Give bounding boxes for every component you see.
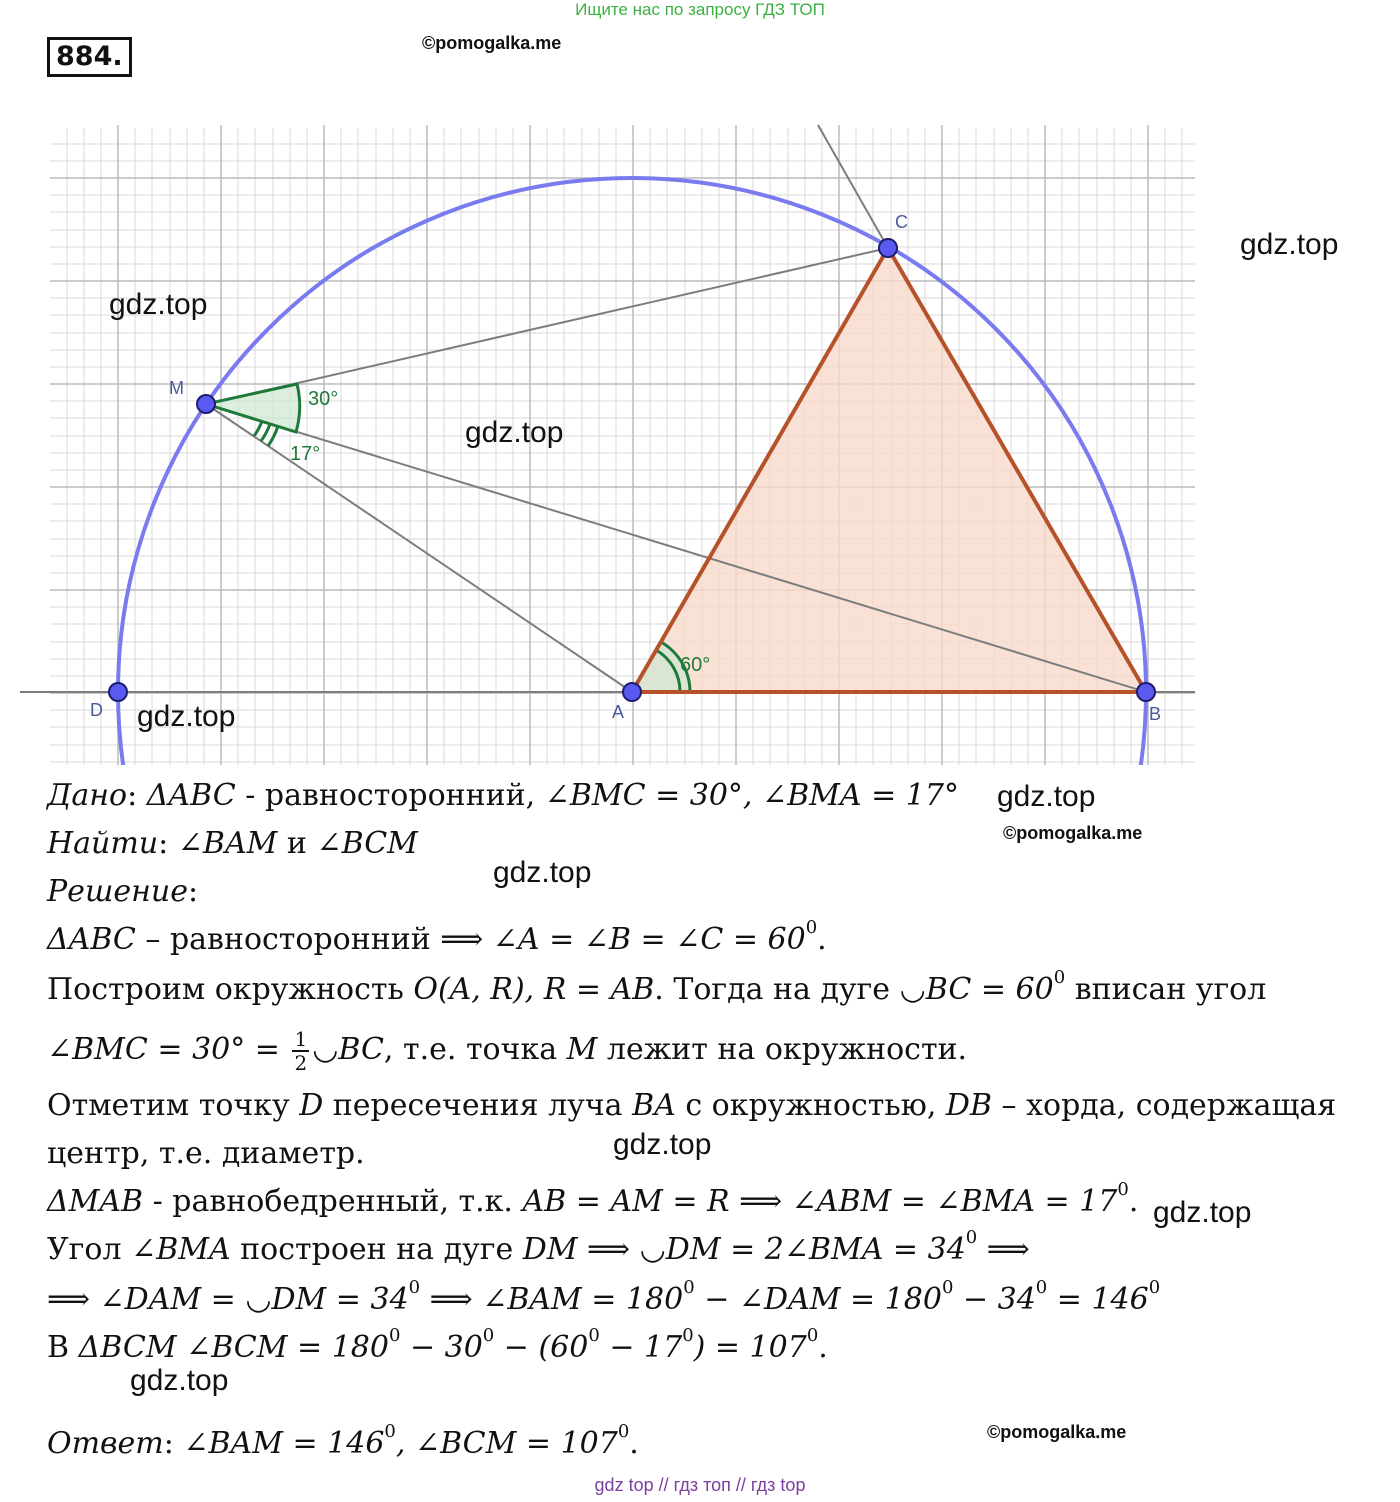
- answer-line: Ответ: ∠BAM = $146^0$, ∠BCM = $107^0$.: [47, 1420, 639, 1461]
- solution-line-2: Построим окружность O(A, R), R = AB. Тогда на дуге ◡BC = $60^0$ вписан угол: [47, 966, 1267, 1007]
- watermark: gdz.top: [137, 700, 236, 733]
- find-line: Найти: ∠BAM и ∠BCM: [47, 826, 418, 861]
- point-d: [109, 683, 127, 701]
- solution-line-4: Отметим точку D пересечения луча BA с окружностью, DB – хорда, содержащая: [47, 1088, 1337, 1123]
- label-angle-a: 60°: [680, 654, 711, 676]
- label-b: B: [1149, 704, 1162, 724]
- angle-bmc-arc: [206, 384, 300, 432]
- watermark: gdz.top: [130, 1364, 229, 1397]
- point-c: [879, 239, 897, 257]
- geometry-figure: [0, 120, 1400, 770]
- given-line: Дано: ΔABC - равносторонний, ∠BMC = 30°, ∠BMA = 17°: [47, 778, 959, 813]
- label-angle-bmc: 30°: [308, 388, 339, 410]
- angle-bma-arc-2: [261, 424, 270, 441]
- point-a: [623, 683, 641, 701]
- copyright-mark: ©pomogalka.me: [1003, 823, 1143, 843]
- point-b: [1137, 683, 1155, 701]
- copyright-mark: ©pomogalka.me: [422, 33, 562, 53]
- watermark: gdz.top: [613, 1128, 712, 1161]
- footer-links: gdz top // гдз топ // гдз top: [594, 1475, 806, 1495]
- top-banner: Ищите нас по запросу ГДЗ ТОП: [575, 0, 825, 19]
- solution-line-1: ΔABC – равносторонний ⟹ ∠A = ∠B = ∠C = $60^0$.: [47, 916, 827, 957]
- label-angle-bma: 17°: [290, 443, 321, 465]
- problem-number: 884.: [47, 37, 132, 77]
- watermark: gdz.top: [465, 416, 564, 449]
- angle-marks: [206, 384, 690, 692]
- label-a: A: [612, 702, 625, 722]
- watermark: gdz.top: [1240, 228, 1339, 261]
- solution-line-8: ⟹ ∠DAM = ◡DM = $34^0$ ⟹ ∠BAM = $180^0$ − ∠DAM = $180^0 - 34^0 = 146^0$: [47, 1276, 1161, 1317]
- label-m: M: [169, 378, 184, 398]
- solution-line-6: ΔMAB - равнобедренный, т.к. AB = AM = R ⟹ ∠ABM = ∠BMA = $17^0$.: [47, 1178, 1139, 1219]
- solution-line-3: ∠BMC = 30° = $\frac{1}{2}$ ◡BC, т.е. точка M лежит на окружности.: [47, 1027, 968, 1075]
- watermark: gdz.top: [1153, 1196, 1252, 1229]
- fraction-one-half: $\frac{1}{2}$: [294, 1027, 308, 1075]
- solution-line-5: центр, т.е. диаметр.: [47, 1136, 365, 1171]
- solution-line-7: Угол ∠BMA построен на дуге DM ⟹ ◡DM = 2∠BMA = $34^0$ ⟹: [47, 1226, 1030, 1267]
- solution-heading: Решение:: [47, 874, 199, 909]
- watermark: gdz.top: [997, 780, 1096, 813]
- label-d: D: [90, 700, 103, 720]
- watermark: gdz.top: [493, 856, 592, 889]
- watermark: gdz.top: [109, 288, 208, 321]
- label-c: C: [895, 212, 908, 232]
- copyright-mark: ©pomogalka.me: [987, 1422, 1127, 1442]
- point-m: [197, 395, 215, 413]
- solution-line-9: В ΔBCM ∠BCM = $180^0 - 30^0 - (60^0 - 17^0) = 107^0$.: [47, 1324, 828, 1365]
